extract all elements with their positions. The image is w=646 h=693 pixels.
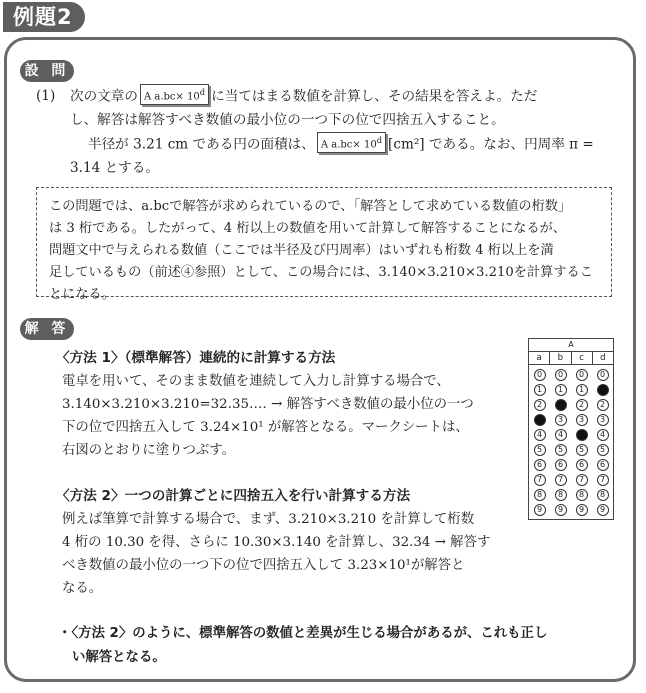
bubble-b-7[interactable]: 7 xyxy=(555,474,567,486)
note-line: とになる。 xyxy=(49,287,115,302)
bubble-d-1[interactable] xyxy=(597,384,609,396)
bubble-b-3[interactable]: 3 xyxy=(555,414,567,426)
answer-box-1: A $a.bc\times 10^d$ xyxy=(140,84,209,105)
bubble-b-2[interactable] xyxy=(555,399,567,411)
bubble-c-9[interactable]: 9 xyxy=(576,504,588,516)
bubble-d-4[interactable]: 4 xyxy=(597,429,609,441)
bubble-a-8[interactable]: 8 xyxy=(534,489,546,501)
question-line-1: 次の文章の A $a.bc\times 10^d$ に当てはまる数値を計算し、その結果を答えよ。ただ xyxy=(70,84,630,108)
bubble-b-4[interactable]: 4 xyxy=(555,429,567,441)
example-title: 例題2 xyxy=(3,2,85,32)
bubble-b-1[interactable]: 1 xyxy=(555,384,567,396)
bubble-c-5[interactable]: 5 xyxy=(576,444,588,456)
bubble-c-0[interactable]: 0 xyxy=(576,369,588,381)
bubble-a-9[interactable]: 9 xyxy=(534,504,546,516)
bubble-a-6[interactable]: 6 xyxy=(534,459,546,471)
mark-sheet-columns: a b c d xyxy=(529,352,613,365)
question-line-4: 3.14 とする。 xyxy=(70,160,159,176)
bubble-d-7[interactable]: 7 xyxy=(597,474,609,486)
note-line: は 3 桁である。したがって、4 桁以上の数値を用いて計算して解答することになるが、 xyxy=(49,221,567,236)
bubble-b-0[interactable]: 0 xyxy=(555,369,567,381)
bubble-b-6[interactable]: 6 xyxy=(555,459,567,471)
answer-label: 解 答 xyxy=(20,318,74,340)
bubble-d-3[interactable]: 3 xyxy=(597,414,609,426)
question-line-2: し、解答は解答すべき数値の最小位の一つ下の位で四捨五入すること。 xyxy=(70,112,505,128)
note-line: この問題では、a.bcで解答が求められているので、「解答として求めている数値の桁数」 xyxy=(49,199,572,214)
bubble-a-7[interactable]: 7 xyxy=(534,474,546,486)
bubble-d-0[interactable]: 0 xyxy=(597,369,609,381)
question-line-3: 半径が 3.21 cm である円の面積は、 A $a.bc\times 10^d$ [cm²] である。なお、円周率 π = xyxy=(88,132,628,156)
bubble-c-3[interactable]: 3 xyxy=(576,414,588,426)
bubble-d-6[interactable]: 6 xyxy=(597,459,609,471)
question-number: (1) xyxy=(36,88,56,104)
bubble-c-8[interactable]: 8 xyxy=(576,489,588,501)
mark-sheet-header: A xyxy=(529,339,613,352)
bubble-c-1[interactable]: 1 xyxy=(576,384,588,396)
bubble-c-6[interactable]: 6 xyxy=(576,459,588,471)
note-line: 足しているもの（前述④参照）として、この場合には、3.140×3.210×3.210を計算するこ xyxy=(49,265,593,280)
method2-body: 例えば筆算で計算する場合で、まず、3.210×3.210 を計算して桁数 4 桁の 10.30 を得、さらに 10.30×3.140 を計算し、32.34 → 解答す べき数値の最小位の一つ下の位で四捨五入して 3.23×10¹が解答と なる。 xyxy=(62,512,491,596)
note-line: 問題文中で与えられる数値（ここでは半径及び円周率）はいずれも桁数 4 桁以上を満 xyxy=(49,243,554,258)
bubble-d-2[interactable]: 2 xyxy=(597,399,609,411)
bubble-a-0[interactable]: 0 xyxy=(534,369,546,381)
bubble-d-5[interactable]: 5 xyxy=(597,444,609,456)
bubble-c-7[interactable]: 7 xyxy=(576,474,588,486)
conclusion: ・〈方法 2〉のように、標準解答の数値と差異が生じる場合があるが、これも正し い解答となる。 xyxy=(58,626,548,665)
method1-body: 電卓を用いて、そのまま数値を連続して入力し計算する場合で、 3.140×3.210×3.210=32.35‥‥ → 解答すべき数値の最小位の一つ 下の位で四捨五入して 3.24×10¹ が解答となる。マークシートは、 右図のとおりに塗りつぶす。 xyxy=(62,374,474,458)
note-box xyxy=(36,187,612,302)
bubble-grid xyxy=(529,365,613,521)
method2-heading: 〈方法 2〉一つの計算ごとに四捨五入を行い計算する方法 xyxy=(56,488,411,504)
bubble-d-9[interactable]: 9 xyxy=(597,504,609,516)
bubble-c-2[interactable]: 2 xyxy=(576,399,588,411)
bubble-b-9[interactable]: 9 xyxy=(555,504,567,516)
bubble-a-2[interactable]: 2 xyxy=(534,399,546,411)
mark-sheet xyxy=(528,338,614,520)
bubble-b-5[interactable]: 5 xyxy=(555,444,567,456)
answer-box-2: A $a.bc\times 10^d$ xyxy=(317,132,386,153)
bubble-b-8[interactable]: 8 xyxy=(555,489,567,501)
bubble-a-4[interactable]: 4 xyxy=(534,429,546,441)
bubble-a-3[interactable] xyxy=(534,414,546,426)
bubble-a-5[interactable]: 5 xyxy=(534,444,546,456)
bubble-c-4[interactable] xyxy=(576,429,588,441)
question-label: 設 問 xyxy=(20,60,74,82)
bubble-a-1[interactable]: 1 xyxy=(534,384,546,396)
method1-heading: 〈方法 1〉（標準解答）連続的に計算する方法 xyxy=(56,350,336,366)
bubble-d-8[interactable]: 8 xyxy=(597,489,609,501)
